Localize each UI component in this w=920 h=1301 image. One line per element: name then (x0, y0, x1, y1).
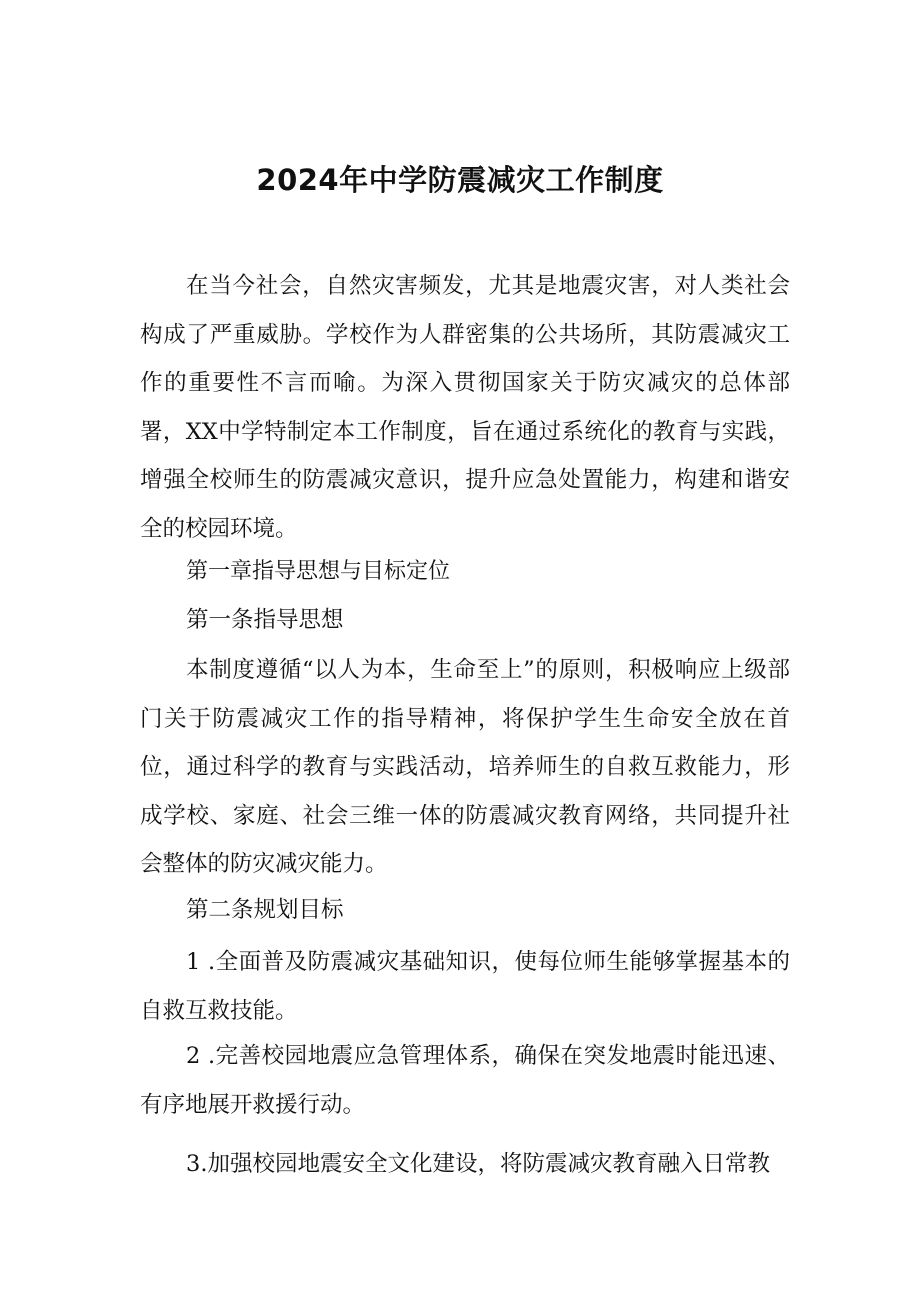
goal-item-3-block (140, 1140, 790, 1189)
article-2-heading: 第二条规划目标 (186, 897, 344, 923)
article-2-heading-block (140, 890, 790, 930)
goal-item-3: 3.加强校园地震安全文化建设，将防震减灾教育融入日常教 (186, 1151, 770, 1177)
goal-item-2-block (140, 1032, 790, 1129)
article-1-heading: 第一条指导思想 (186, 607, 344, 633)
article-1-body-block (140, 646, 790, 889)
goal-item-2: 2 .完善校园地震应急管理体系，确保在突发地震时能迅速、有序地展开救援行动。 (140, 1043, 790, 1118)
article-1-heading-block (140, 600, 790, 640)
goal-item-1: 1 .全面普及防震减灾基础知识，使每位师生能够掌握基本的自救互救技能。 (140, 949, 790, 1024)
document-title: 2024年中学防震减灾工作制度 (256, 163, 664, 197)
intro-paragraph: 在当今社会，自然灾害频发，尤其是地震灾害，对人类社会构成了严重威胁。学校作为人群密集的公共场所，其防震减灾工作的重要性不言而喻。为深入贯彻国家关于防灾减灾的总体部署，XX中学特制定本工作制度，旨在通过系统化的教育与实践，增强全校师生的防震减灾意识，提升应急处置能力，构建和谐安全的校园环境。 (140, 273, 790, 542)
goal-item-1-block (140, 938, 790, 1035)
chapter-heading-block (140, 552, 790, 592)
intro-paragraph-block (140, 262, 790, 554)
article-1-body: 本制度遵循“以人为本，生命至上”的原则，积极响应上级部门关于防震减灾工作的指导精神，将保护学生生命安全放在首位，通过科学的教育与实践活动，培养师生的自救互救能力，形成学校、家庭、社会三维一体的防震减灾教育网络，共同提升社会整体的防灾减灾能力。 (140, 657, 790, 878)
chapter-1-heading: 第一章指导思想与目标定位 (186, 559, 451, 584)
